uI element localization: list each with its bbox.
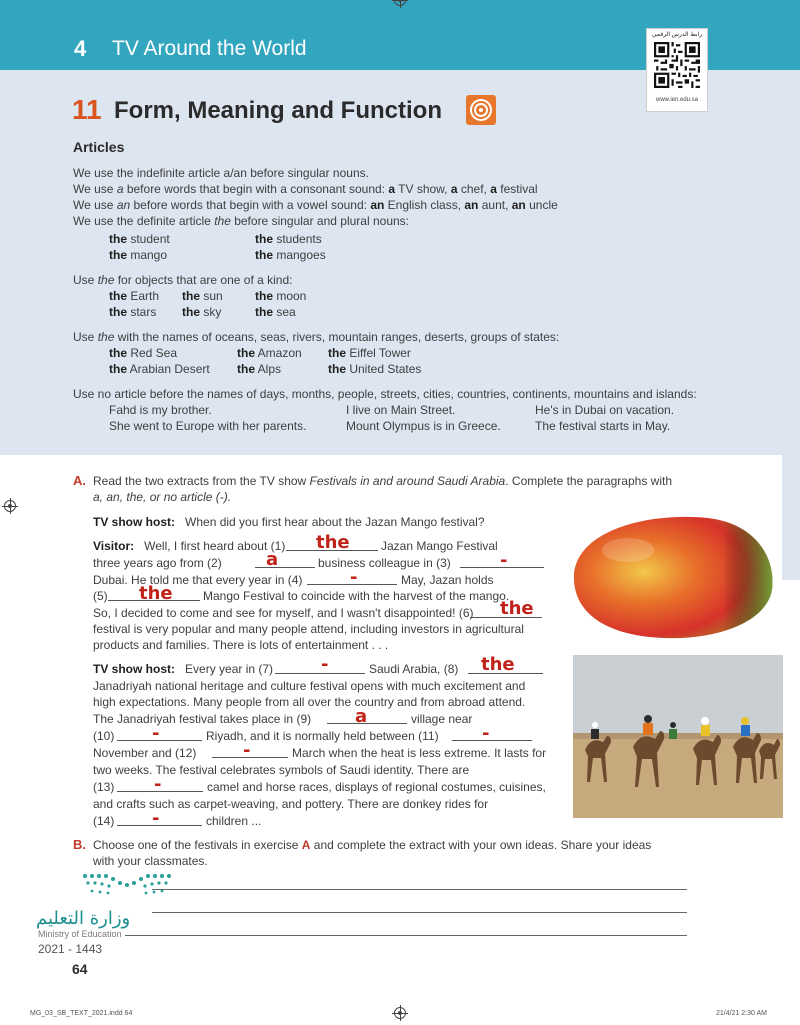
example-item: the sky [182, 305, 222, 319]
answer-4: - [350, 567, 358, 588]
answer-14: - [152, 808, 160, 829]
rule-definite: We use the definite article the before singular and plural nouns: [73, 214, 409, 228]
answer-8: the [481, 654, 515, 675]
example-sentence: He's in Dubai on vacation. [535, 403, 675, 417]
answer-2: a [266, 549, 279, 570]
host-question: TV show host: When did you first hear about the Jazan Mango festival? [93, 515, 485, 529]
answer-blank-7[interactable] [275, 673, 365, 674]
qr-title: رابط الدرس الرقمي [651, 32, 703, 38]
example-item: the Alps [237, 362, 282, 376]
answer-12: - [243, 740, 251, 761]
example-item: the moon [255, 289, 307, 303]
exercise-b-letter: B. [73, 837, 86, 852]
rule-geography: Use the with the names of oceans, seas, rivers, mountain ranges, deserts, groups of states: [73, 330, 560, 344]
example-item: the sun [182, 289, 223, 303]
visitor-line-1b: Jazan Mango Festival [381, 539, 498, 553]
swirl-icon[interactable] [466, 95, 496, 125]
rule-indefinite: We use the indefinite article a/an before singular nouns. [73, 166, 369, 180]
host-line-8b: camel and horse races, displays of regional costumes, cuisines, [207, 780, 546, 794]
host-line-7: two weeks. The festival celebrates symbols of Saudi identity. There are [93, 763, 470, 777]
host-line-8a: (13) [93, 780, 115, 794]
example-item: the mangoes [255, 248, 326, 262]
print-date-info: 21/4/21 2:30 AM [716, 1010, 767, 1017]
visitor-line-2a: three years ago from (2) [93, 556, 222, 570]
qr-code-icon[interactable] [654, 42, 700, 88]
answer-blank-11[interactable] [452, 740, 532, 741]
example-item: the Red Sea [109, 346, 178, 360]
visitor-line-3a: Dubai. He told me that every year in (4) [93, 573, 303, 587]
exercise-b-instruction: Choose one of the festivals in exercise A and complete the extract with your own ideas. Share your ideas [93, 838, 652, 852]
answer-blank-2[interactable] [255, 567, 315, 568]
example-sentence: I live on Main Street. [346, 403, 456, 417]
panel-edge-strip [782, 455, 800, 580]
exercise-a-instruction: Read the two extracts from the TV show Festivals in and around Saudi Arabia. Complete the paragraphs with [93, 474, 672, 488]
host-line-10b: children ... [206, 814, 262, 828]
exercise-a-instruction-line2: a, an, the, or no article (-). [93, 490, 232, 504]
host-line-5a: (10) [93, 729, 115, 743]
ministry-logo-icon [80, 870, 175, 900]
example-item: the student [109, 232, 170, 246]
rule-an-vowel: We use an before words that begin with a vowel sound: an English class, an aunt, an uncle [73, 198, 558, 212]
visitor-line-2b: business colleague in (3) [318, 556, 451, 570]
print-file-info: MG_03_SB_TEXT_2021.indd 64 [30, 1010, 133, 1017]
answer-1: the [316, 532, 350, 553]
example-sentence: She went to Europe with her parents. [109, 419, 307, 433]
page-number: 64 [72, 961, 88, 977]
lesson-number: 11 [72, 94, 102, 125]
rule-one-of-a-kind: Use the for objects that are one of a kind: [73, 273, 293, 287]
unit-number: 4 [74, 36, 87, 61]
articles-heading: Articles [73, 139, 125, 155]
example-item: the Amazon [237, 346, 302, 360]
answer-11: - [482, 723, 490, 744]
writing-line[interactable] [125, 935, 687, 936]
registration-mark-icon [394, 1007, 406, 1019]
visitor-line-1a: Visitor: Well, I first heard about (1) [93, 539, 286, 553]
answer-7: - [321, 654, 329, 675]
exercise-a-letter: A. [73, 473, 86, 488]
example-item: the Earth [109, 289, 160, 303]
host-line-10a: (14) [93, 814, 115, 828]
host-line-3: high expectations. Many people from all over the country and from abroad attend. [93, 695, 526, 709]
registration-mark-icon [4, 500, 16, 512]
writing-line[interactable] [152, 912, 687, 913]
host-line-5b: Riyadh, and it is normally held between (11) [206, 729, 439, 743]
camel-race-image [573, 655, 783, 818]
example-item: the stars [109, 305, 157, 319]
answer-blank-10[interactable] [117, 740, 202, 741]
host-line-1b: Saudi Arabia, (8) [369, 662, 459, 676]
visitor-line-4b: Mango Festival to coincide with the harvest of the mango. [203, 589, 510, 603]
answer-9: a [355, 706, 368, 727]
host-line-6b: March when the heat is less extreme. It lasts for [292, 746, 547, 760]
example-item: the sea [255, 305, 296, 319]
unit-title: TV Around the World [112, 37, 307, 60]
mango-image [568, 510, 780, 642]
visitor-line-3b: May, Jazan holds [401, 573, 494, 587]
example-item: the Arabian Desert [109, 362, 210, 376]
example-item: the United States [328, 362, 422, 376]
answer-blank-14[interactable] [117, 825, 202, 826]
lesson-title: Form, Meaning and Function [114, 97, 442, 124]
example-sentence: The festival starts in May. [535, 419, 671, 433]
example-item: the students [255, 232, 322, 246]
example-item: the Eiffel Tower [328, 346, 411, 360]
visitor-line-5: So, I decided to come and see for myself, and I wasn't disappointed! (6) [93, 606, 474, 620]
answer-10: - [152, 723, 160, 744]
answer-13: - [154, 774, 162, 795]
visitor-line-6: festival is very popular and many people attend, including investors in agricultural [93, 622, 524, 636]
qr-url: www.ien.edu.sa [655, 97, 699, 103]
example-sentence: Mount Olympus is in Greece. [346, 419, 501, 433]
writing-line[interactable] [152, 889, 687, 890]
visitor-line-4a: (5) [93, 589, 108, 603]
example-sentence: Fahd is my brother. [109, 403, 212, 417]
host-line-9: and crafts such as carpet-weaving, and pottery. There are donkey rides for [93, 797, 489, 811]
answer-3: - [500, 550, 508, 571]
answer-5: the [139, 583, 173, 604]
edition-year: 2021 - 1443 [38, 942, 103, 956]
host-line-1a: TV show host: Every year in (7) [93, 662, 274, 676]
rule-no-article: Use no article before the names of days, months, people, streets, cities, countries, continents, mountains and islands: [73, 387, 697, 401]
rule-a-consonant: We use a before words that begin with a consonant sound: a TV show, a chef, a festival [73, 182, 538, 196]
host-line-4a: The Janadriyah festival takes place in (9) [93, 712, 312, 726]
host-line-2: Janadriyah national heritage and culture festival opens with much excitement and [93, 679, 526, 693]
answer-6: the [500, 598, 534, 619]
example-item: the mango [109, 248, 168, 262]
ministry-name-arabic: وزارة التعليم [36, 908, 131, 929]
exercise-b-instruction-line2: with your classmates. [93, 854, 208, 868]
ministry-name-english: Ministry of Education [38, 929, 122, 939]
host-line-6a: November and (12) [93, 746, 197, 760]
visitor-line-7: products and families. There is lots of entertainment . . . [93, 638, 389, 652]
host-line-4b: village near [411, 712, 473, 726]
